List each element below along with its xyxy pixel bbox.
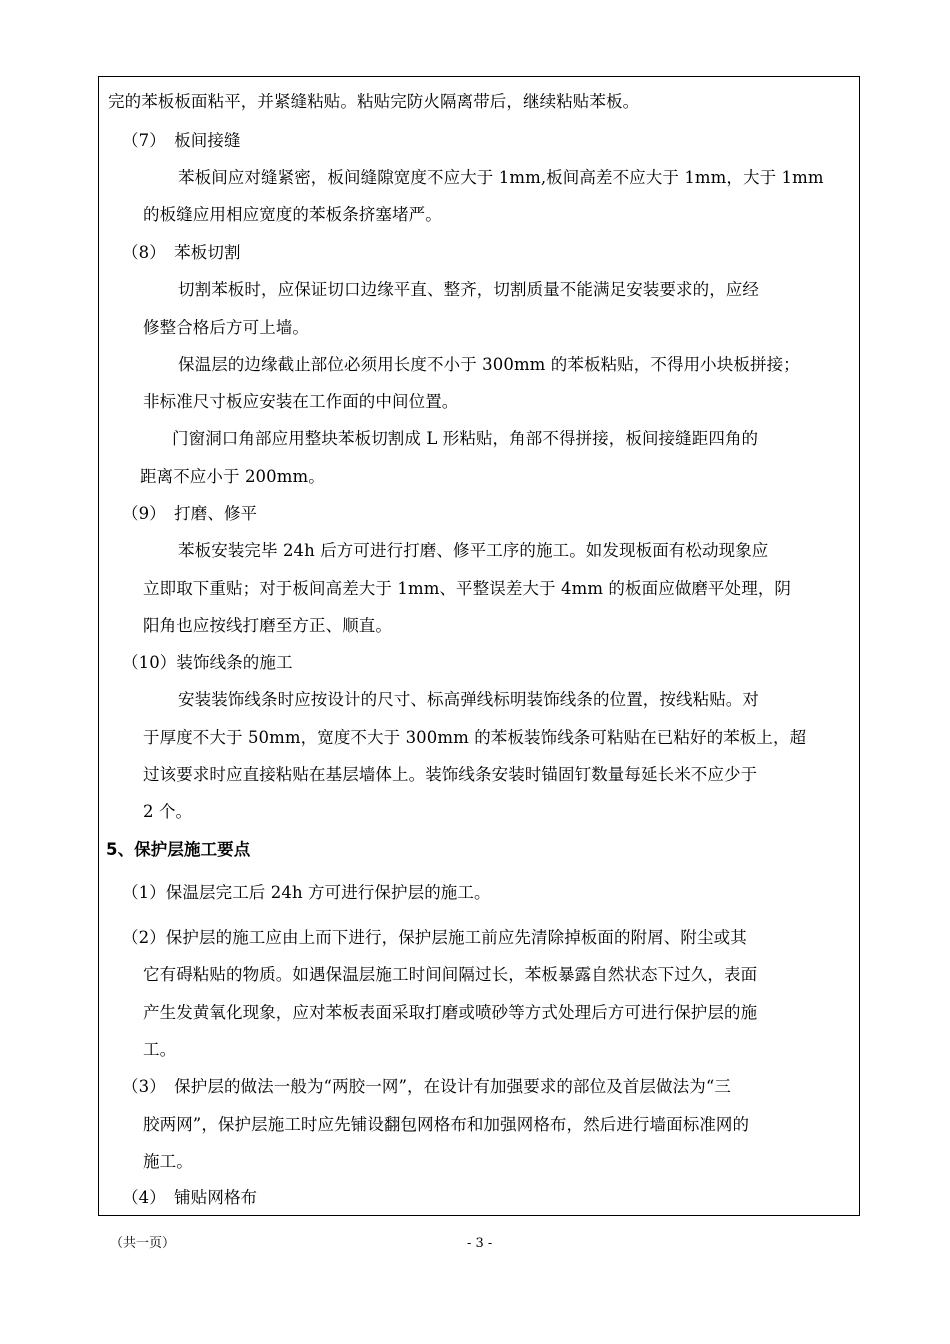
text-line: 它有碍粘贴的物质。如遇保温层施工时间间隔过长，苯板暴露自然状态下过久，表面 bbox=[143, 965, 758, 984]
text-line: 苯板间应对缝紧密，板间缝隙宽度不应大于 1mm,板间高差不应大于 1mm，大于 1mm bbox=[178, 168, 824, 187]
text-line: （3） 保护层的做法一般为“两胶一网”，在设计有加强要求的部位及首层做法为“三 bbox=[122, 1077, 731, 1096]
text-line: 保温层的边缘截止部位必须用长度不小于 300mm 的苯板粘贴，不得用小块板拼接； bbox=[178, 355, 800, 374]
text-line: 2 个。 bbox=[143, 802, 193, 821]
text-line: 立即取下重贴；对于板间高差大于 1mm、平整误差大于 4mm 的板面应做磨平处理，阴 bbox=[143, 579, 792, 598]
text-line: （9） 打磨、修平 bbox=[122, 504, 258, 523]
text-line: 施工。 bbox=[143, 1152, 193, 1171]
footer-page-number: - 3 - bbox=[467, 1236, 493, 1251]
text-line: 阳角也应按线打磨至方正、顺直。 bbox=[143, 616, 392, 635]
text-line: 苯板安装完毕 24h 后方可进行打磨、修平工序的施工。如发现板面有松动现象应 bbox=[178, 541, 769, 560]
text-line: 非标准尺寸板应安装在工作面的中间位置。 bbox=[143, 392, 459, 411]
text-line: （8） 苯板切割 bbox=[122, 243, 241, 262]
text-line: 过该要求时应直接粘贴在基层墙体上。装饰线条安装时锚固钉数量每延长米不应少于 bbox=[143, 765, 758, 784]
text-line: （2）保护层的施工应由上而下进行，保护层施工前应先清除掉板面的附屑、附尘或其 bbox=[122, 928, 747, 947]
text-line: 完的苯板板面粘平，并紧缝粘贴。粘贴完防火隔离带后，继续粘贴苯板。 bbox=[108, 92, 640, 111]
text-line: 胶两网”，保护层施工时应先铺设翻包网格布和加强网格布，然后进行墙面标准网的 bbox=[143, 1115, 750, 1134]
text-line: （1）保温层完工后 24h 方可进行保护层的施工。 bbox=[122, 883, 491, 902]
text-line: （7） 板间接缝 bbox=[122, 131, 241, 150]
text-line: 距离不应小于 200mm。 bbox=[140, 467, 325, 486]
text-line: （10）装饰线条的施工 bbox=[122, 653, 293, 672]
text-line: 于厚度不大于 50mm，宽度不大于 300mm 的苯板装饰线条可粘贴在已粘好的苯板上，超 bbox=[143, 728, 807, 747]
text-line: 工。 bbox=[143, 1040, 177, 1059]
text-line: （4） 铺贴网格布 bbox=[122, 1188, 258, 1207]
text-line: 安装装饰线条时应按设计的尺寸、标高弹线标明装饰线条的位置，按线粘贴。对 bbox=[178, 690, 759, 709]
footer-total-pages: （共一页） bbox=[110, 1236, 176, 1251]
text-line: 产生发黄氧化现象，应对苯板表面采取打磨或喷砂等方式处理后方可进行保护层的施 bbox=[143, 1003, 758, 1022]
text-line: 修整合格后方可上墙。 bbox=[143, 318, 309, 337]
text-line: 切割苯板时，应保证切口边缘平直、整齐，切割质量不能满足安装要求的，应经 bbox=[178, 280, 759, 299]
text-line: 门窗洞口角部应用整块苯板切割成 L 形粘贴，角部不得拼接，板间接缝距四角的 bbox=[172, 429, 759, 448]
section-heading: 5、保护层施工要点 bbox=[106, 840, 251, 859]
text-line: 的板缝应用相应宽度的苯板条挤塞堵严。 bbox=[143, 205, 442, 224]
